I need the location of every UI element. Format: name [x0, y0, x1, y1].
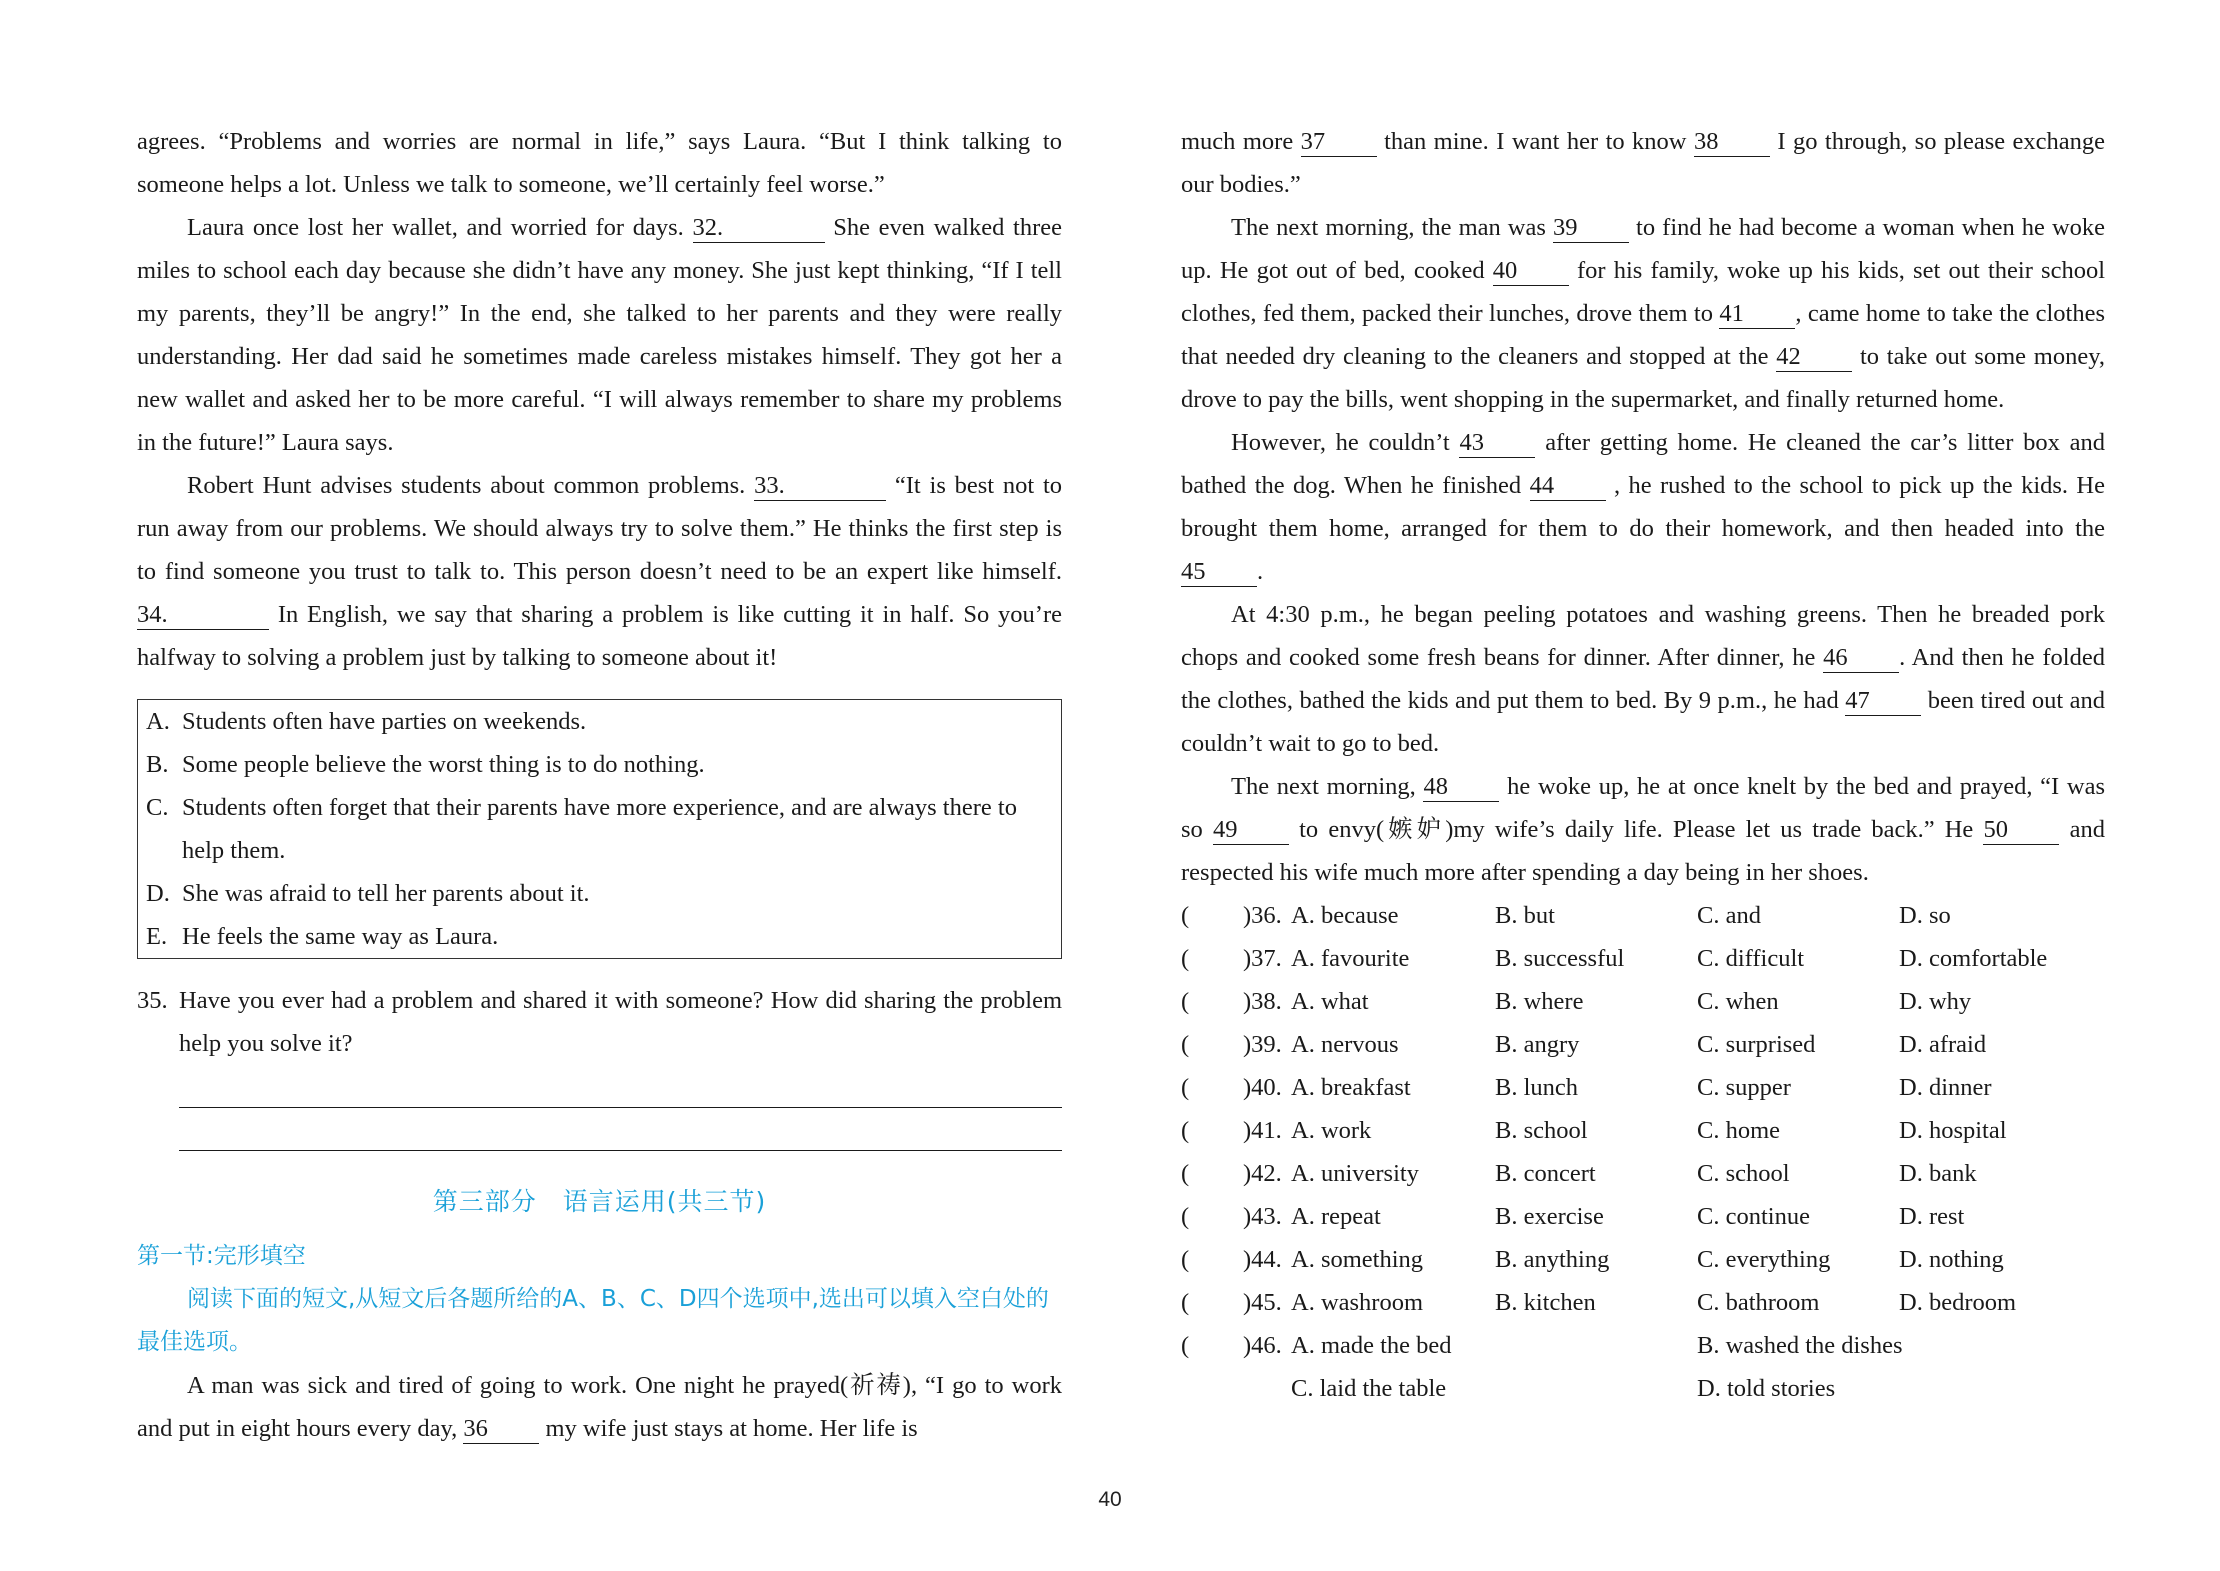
paragraph: A man was sick and tired of going to work. One night he prayed(祈祷), “I go to work and put in eight hours every day, 36 my wife just stays at home. Her life is [137, 1372, 1062, 1442]
blank-39: 39 [1553, 214, 1629, 243]
question-35: 35. Have you ever had a problem and shared it with someone? How did sharing the problem help you solve it? [137, 987, 1062, 1057]
blank-32: 32. [693, 214, 825, 243]
blank-43: 43 [1459, 429, 1535, 458]
blank-38: 38 [1694, 128, 1770, 157]
blank-34: 34. [137, 601, 269, 630]
question-38: ( )38. A. what B. where C. when D. why [1181, 988, 1972, 1015]
question-39: ( )39. A. nervous B. angry C. surprised D. afraid [1181, 1031, 1987, 1058]
question-36: ( )36. A. because B. but C. and D. so [1181, 902, 1951, 929]
question-46: ( )46. A. made the bed B. washed the dishes [1181, 1332, 1903, 1359]
instruction: 阅读下面的短文,从短文后各题所给的A、B、C、D四个选项中,选出可以填入空白处的最佳选项。 [137, 1286, 1049, 1355]
question-list [1181, 894, 2105, 1410]
answer-line[interactable] [179, 1108, 1062, 1151]
paragraph: much more 37 than mine. I want her to know 38 I go through, so please exchange our bodies.” [1181, 128, 2106, 198]
blank-49: 49 [1213, 816, 1289, 845]
question-44: ( )44. A. something B. anything C. everything D. nothing [1181, 1246, 2004, 1273]
option-item: A. Students often have parties on weekends. [146, 708, 587, 735]
question-43: ( )43. A. repeat B. exercise C. continue D. rest [1181, 1203, 1965, 1230]
blank-50: 50 [1983, 816, 2059, 845]
blank-44: 44 [1530, 472, 1606, 501]
paragraph: At 4:30 p.m., he began peeling potatoes and washing greens. Then he breaded pork chops and cooked some fresh beans for dinner. After dinner, he 46 . And then he folded the clothes, bathed the kids and put them to bed. By 9 p.m., he had 47 been tired out and couldn’t wait to go to bed. [1181, 601, 2106, 757]
blank-48: 48 [1423, 773, 1499, 802]
question-40: ( )40. A. breakfast B. lunch C. supper D. dinner [1181, 1074, 1992, 1101]
question-37: ( )37. A. favourite B. successful C. difficult D. comfortable [1181, 945, 2048, 972]
option-item: C. Students often forget that their parents have more experience, and are always there to help them. [146, 794, 1017, 864]
paragraph: agrees. “Problems and worries are normal in life,” says Laura. “But I think talking to someone helps a lot. Unless we talk to someone, we’ll certainly feel worse.” [137, 128, 1062, 198]
options-box [137, 699, 1062, 959]
question-45: ( )45. A. washroom B. kitchen C. bathroom D. bedroom [1181, 1289, 2017, 1316]
paragraph: The next morning, 48 he woke up, he at once knelt by the bed and prayed, “I was so 49 to envy(嫉妒)my wife’s daily life. Please let us trade back.” He 50 and respected his wife much more after spending a day being in her shoes. [1181, 773, 2106, 886]
paragraph: However, he couldn’t 43 after getting home. He cleaned the car’s litter box and bathed the dog. When he finished 44 , he rushed to the school to pick up the kids. He brought them home, arranged for them to do their homework, and then headed into the 45 . [1181, 429, 2106, 585]
blank-40: 40 [1493, 257, 1569, 286]
option-item: D. She was afraid to tell her parents about it. [146, 880, 590, 907]
paragraph: Laura once lost her wallet, and worried for days. 32. She even walked three miles to school each day because she didn’t have any money. She just kept thinking, “If I tell my parents, they’ll be angry!” In the end, she talked to her parents and they were really understanding. Her dad said he sometimes made careless mistakes himself. They got her a new wallet and asked her to be more careful. “I will always remember to share my problems in the future!” Laura says. [137, 214, 1063, 456]
blank-41: 41 [1719, 300, 1795, 329]
paragraph: Robert Hunt advises students about common problems. 33. “It is best not to run away from our problems. We should always try to solve them.” He thinks the first step is to find someone you trust to talk to. This person doesn’t need to be an expert like himself. 34. In English, we say that sharing a problem is like cutting it in half. So you’re halfway to solving a problem just by talking to someone about it! [137, 472, 1063, 671]
option-item: E. He feels the same way as Laura. [146, 923, 499, 950]
question-42: ( )42. A. university B. concert C. school D. bank [1181, 1160, 1977, 1187]
blank-42: 42 [1776, 343, 1852, 372]
paragraph: The next morning, the man was 39 to find he had become a woman when he woke up. He got out of bed, cooked 40 for his family, woke up his kids, set out their school clothes, fed them, packed their lunches, drove them to 41 , came home to take the clothes that needed dry cleaning to the cleaners and stopped at the 42 to take out some money, drove to pay the bills, went shopping in the supermarket, and finally returned home. [1181, 214, 2106, 413]
blank-33: 33. [754, 472, 886, 501]
blank-47: 47 [1845, 687, 1921, 716]
section-title: 第三部分 语言运用(共三节) [432, 1187, 767, 1216]
answer-line[interactable] [179, 1065, 1062, 1108]
blank-45: 45 [1181, 558, 1257, 587]
blank-46: 46 [1823, 644, 1899, 673]
blank-37: 37 [1301, 128, 1377, 157]
question-41: ( )41. A. work B. school C. home D. hospital [1181, 1117, 2007, 1144]
page-number: 40 [1098, 1488, 1122, 1511]
option-item: B. Some people believe the worst thing is to do nothing. [146, 751, 705, 778]
right-column [1181, 120, 2105, 1410]
blank-36: 36 [463, 1415, 539, 1444]
left-column [137, 120, 1062, 1450]
question-46-cont: C. laid the table D. told stories [1291, 1375, 1836, 1402]
section-subtitle: 第一节:完形填空 [137, 1243, 306, 1269]
